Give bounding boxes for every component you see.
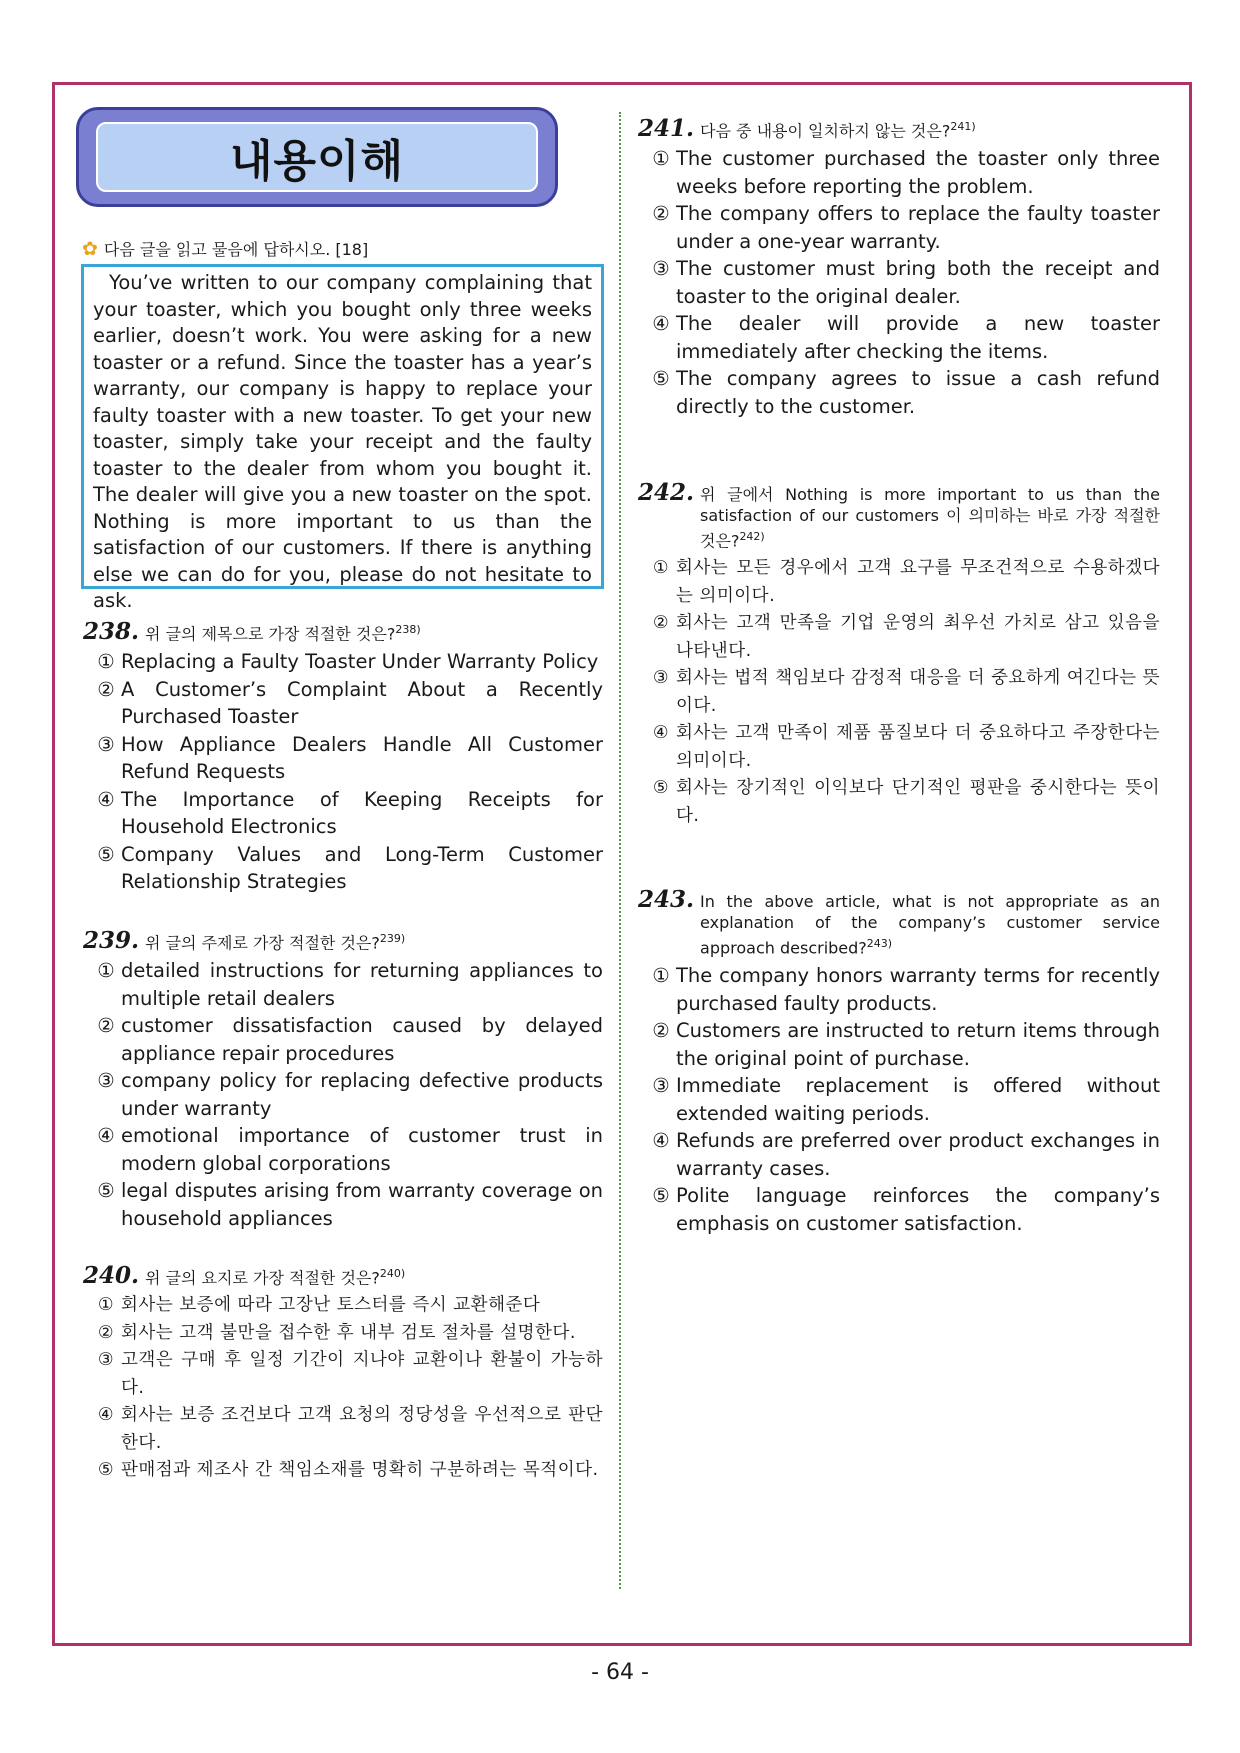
question-239 <box>83 928 603 1232</box>
flower-icon: ✿ <box>82 237 98 260</box>
option-4[interactable] <box>83 1402 603 1457</box>
option-1[interactable] <box>638 145 1160 200</box>
instruction-line <box>82 237 368 260</box>
option-text: customer dissatisfaction caused by delayed appliance repair procedures <box>121 1014 603 1065</box>
question-240 <box>83 1263 603 1485</box>
option-marker: ⑤ <box>97 1460 115 1481</box>
question-number: 240. <box>83 1262 140 1290</box>
question-header <box>638 116 1160 141</box>
option-2[interactable] <box>83 676 603 731</box>
option-3[interactable] <box>638 665 1160 720</box>
option-3[interactable] <box>83 1067 603 1122</box>
option-marker: ④ <box>97 1405 115 1426</box>
option-marker: ② <box>97 1014 115 1038</box>
option-5[interactable] <box>83 841 603 896</box>
option-text: Customers are instructed to return items through the original point of purchase. <box>676 1019 1160 1070</box>
option-5[interactable] <box>638 1182 1160 1237</box>
option-text: Refunds are preferred over product exchanges in warranty cases. <box>676 1129 1160 1180</box>
question-text: 다음 중 내용이 일치하지 않는 것은? <box>700 121 951 141</box>
option-3[interactable] <box>638 255 1160 310</box>
option-2[interactable] <box>83 1012 603 1067</box>
option-marker: ③ <box>652 257 670 281</box>
question-238 <box>83 619 603 896</box>
option-text: 회사는 보증 조건보다 고객 요청의 정당성을 우선적으로 판단한다. <box>121 1405 603 1453</box>
option-1[interactable] <box>638 962 1160 1017</box>
question-number: 238. <box>83 618 140 646</box>
option-4[interactable] <box>83 1122 603 1177</box>
question-text: 위 글에서 Nothing is more important to us than the satisfaction of our customers 이 의미하는 바로 가장 적절한 것은? <box>700 485 1160 551</box>
option-marker: ① <box>97 650 115 674</box>
footnote-ref: 240) <box>379 1267 406 1280</box>
question-header <box>83 1263 603 1288</box>
option-marker: ③ <box>652 668 670 689</box>
option-4[interactable] <box>638 310 1160 365</box>
option-text: 회사는 모든 경우에서 고객 요구를 무조건적으로 수용하겠다는 의미이다. <box>676 558 1160 606</box>
option-1[interactable] <box>638 555 1160 610</box>
question-header <box>638 886 1160 958</box>
option-marker: ② <box>652 1019 670 1043</box>
option-2[interactable] <box>83 1320 603 1348</box>
question-243 <box>638 886 1160 1237</box>
option-text: 회사는 장기적인 이익보다 단기적인 평판을 중시한다는 뜻이다. <box>676 778 1160 826</box>
option-text: The dealer will provide a new toaster immediately after checking the items. <box>676 312 1160 363</box>
question-text: 위 글의 제목으로 가장 적절한 것은? <box>145 624 396 644</box>
option-text: The company agrees to issue a cash refund directly to the customer. <box>676 367 1160 418</box>
question-text: In the above article, what is not appropriate as an explanation of the company’s customer service approach described? <box>700 892 1160 958</box>
passage-text: You’ve written to our company complaining that your toaster, which you bought only three weeks earlier, doesn’t work. You were asking for a new toaster or a refund. Since the toaster has a year’s warranty, our company is happy to replace your faulty toaster with a new toaster. To get your new toaster, simply take your receipt and the faulty toaster to the dealer from whom you bought it. The dealer will give you a new toaster on the spot. Nothing is more important to us than the satisfaction of our customers. If there is anything else we can do for you, please do not hesitate to ask. <box>93 271 592 612</box>
option-text: 판매점과 제조사 간 책임소재를 명확히 구분하려는 목적이다. <box>121 1460 599 1481</box>
option-text: The company honors warranty terms for recently purchased faulty products. <box>676 964 1160 1015</box>
option-text: company policy for replacing defective products under warranty <box>121 1069 603 1120</box>
option-text: The customer purchased the toaster only three weeks before reporting the problem. <box>676 147 1160 198</box>
option-marker: ③ <box>97 1069 115 1093</box>
option-1[interactable] <box>83 1292 603 1320</box>
option-text: emotional importance of customer trust in modern global corporations <box>121 1124 603 1175</box>
option-text: Replacing a Faulty Toaster Under Warranty Policy <box>121 650 599 674</box>
option-marker: ④ <box>652 723 670 744</box>
option-marker: ③ <box>97 1350 115 1371</box>
option-text: legal disputes arising from warranty coverage on household appliances <box>121 1179 603 1230</box>
footnote-ref: 241) <box>950 120 976 133</box>
question-header <box>83 619 603 644</box>
option-text: 회사는 보증에 따라 고장난 토스터를 즉시 교환해준다 <box>121 1295 541 1316</box>
section-title-banner <box>76 107 558 207</box>
question-241 <box>638 116 1160 420</box>
option-marker: ④ <box>97 1124 115 1148</box>
option-1[interactable] <box>83 648 603 676</box>
option-text: Company Values and Long-Term Customer Relationship Strategies <box>121 842 603 894</box>
option-5[interactable] <box>83 1177 603 1232</box>
option-marker: ③ <box>97 732 115 756</box>
option-marker: ⑤ <box>652 367 670 391</box>
section-title-inner <box>96 122 538 192</box>
option-marker: ① <box>97 959 115 983</box>
option-text: Polite language reinforces the company’s emphasis on customer satisfaction. <box>676 1184 1160 1235</box>
option-text: 회사는 법적 책임보다 감정적 대응을 더 중요하게 여긴다는 뜻이다. <box>676 668 1160 716</box>
option-marker: ⑤ <box>97 842 115 866</box>
question-header <box>83 928 603 953</box>
option-text: A Customer’s Complaint About a Recently Purchased Toaster <box>121 677 603 729</box>
question-number: 239. <box>83 927 140 955</box>
option-marker: ② <box>652 613 670 634</box>
option-marker: ② <box>652 202 670 226</box>
option-5[interactable] <box>83 1457 603 1485</box>
option-marker: ④ <box>97 787 115 811</box>
option-4[interactable] <box>83 786 603 841</box>
option-text: The Importance of Keeping Receipts for Household Electronics <box>121 787 603 839</box>
option-marker: ④ <box>652 1129 670 1153</box>
option-marker: ⑤ <box>652 778 670 799</box>
instruction-text: 다음 글을 읽고 물음에 답하시오. [18] <box>103 240 369 259</box>
footnote-ref: 239) <box>379 932 406 945</box>
option-text: 회사는 고객 불만을 접수한 후 내부 검토 절차를 설명한다. <box>121 1322 576 1343</box>
option-2[interactable] <box>638 610 1160 665</box>
option-2[interactable] <box>638 1017 1160 1072</box>
option-text: How Appliance Dealers Handle All Customer Refund Requests <box>121 732 603 784</box>
option-text: Immediate replacement is offered without extended waiting periods. <box>676 1074 1160 1125</box>
question-text: 위 글의 주제로 가장 적절한 것은? <box>145 933 380 953</box>
option-text: The company offers to replace the faulty toaster under a one-year warranty. <box>676 202 1160 253</box>
option-marker: ⑤ <box>652 1184 670 1208</box>
footnote-ref: 243) <box>866 937 893 950</box>
question-242 <box>638 479 1160 830</box>
option-3[interactable] <box>83 1347 603 1402</box>
option-text: detailed instructions for returning appliances to multiple retail dealers <box>121 959 603 1010</box>
option-4[interactable] <box>638 720 1160 775</box>
question-header <box>638 479 1160 551</box>
option-1[interactable] <box>83 957 603 1012</box>
question-number: 241. <box>638 115 695 143</box>
question-text: 위 글의 요지로 가장 적절한 것은? <box>145 1268 380 1288</box>
option-marker: ① <box>97 1295 115 1316</box>
option-marker: ④ <box>652 312 670 336</box>
option-marker: ① <box>652 147 670 171</box>
footnote-ref: 238) <box>395 623 421 636</box>
option-3[interactable] <box>83 731 603 786</box>
reading-passage-box <box>81 264 604 612</box>
section-title: 내용이해 <box>229 136 404 187</box>
option-5[interactable] <box>638 365 1160 420</box>
option-marker: ② <box>97 677 115 701</box>
option-text: 고객은 구매 후 일정 기간이 지나야 교환이나 환불이 가능하다. <box>121 1350 603 1398</box>
question-number: 242. <box>638 479 695 506</box>
option-marker: ③ <box>652 1074 670 1098</box>
column-divider <box>619 112 621 1589</box>
footnote-ref: 242) <box>739 530 765 543</box>
option-2[interactable] <box>638 200 1160 255</box>
option-marker: ① <box>652 558 670 579</box>
option-3[interactable] <box>638 1072 1160 1127</box>
page-number: - 64 - <box>591 1660 649 1685</box>
option-text: 회사는 고객 만족을 기업 운영의 최우선 가치로 삼고 있음을 나타낸다. <box>676 613 1160 661</box>
question-number: 243. <box>638 886 695 913</box>
option-text: The customer must bring both the receipt and toaster to the original dealer. <box>676 257 1160 308</box>
option-4[interactable] <box>638 1127 1160 1182</box>
option-marker: ⑤ <box>97 1179 115 1203</box>
option-marker: ① <box>652 964 670 988</box>
option-marker: ② <box>97 1322 115 1343</box>
option-text: 회사는 고객 만족이 제품 품질보다 더 중요하다고 주장한다는 의미이다. <box>676 723 1160 771</box>
option-5[interactable] <box>638 775 1160 830</box>
